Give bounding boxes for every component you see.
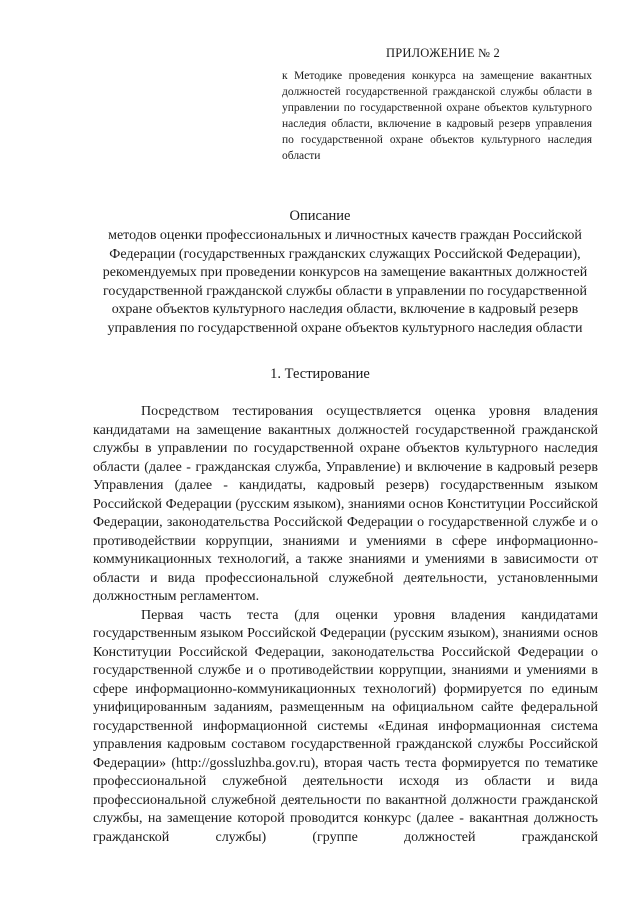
body-paragraph: Посредством тестирования осуществляется оценка уровня владения кандидатами на замещение вакантных должностей государственной гражданской службы в управлении по государственной охране объектов культурного наследия области (далее - гражданская служба, Управление) и включение в кадровый резерв Управления (далее - кандидаты, кадровый резерв) государственным языком Российской Федерации (русским языком), знаниями основ Конституции Российской Федерации, законодательства Российской Федерации о государственной службе и о противодействии коррупции, знаниями и умениями в сфере информационно-коммуникационных технологий, а также знаниями и умениями в зависимости от области и вида профессиональной служебной деятельности, установленными должностным регламентом. (93, 404, 598, 604)
appendix-title: ПРИЛОЖЕНИЕ № 2 (386, 46, 500, 60)
body-paragraph: Первая часть теста (для оценки уровня владения кандидатами государственным языком Российской Федерации (русским языком), знаниями основ Конституции Российской Федерации, законодательства Российской Федерации о государственной службе и о противодействии коррупции, знаниями и умениями в сфере информационно-коммуникационных технологий) формируется по единым унифицированным заданиям, размещенным на официальном сайте федеральной государственной информационной системы «Единая информационная система управления кадровым составом государственной гражданской службы Российской Федерации» (http://gossluzhba.gov.ru), вторая часть теста формируется по тематике профессиональной служебной деятельности исходя из области и вида профессиональной служебной деятельности по вакантной должности гражданской службы, на замещение которой проводится конкурс (далее - вакантная должность гражданской службы) (группе должностей гражданской (93, 607, 598, 845)
description-subtitle: методов оценки профессиональных и личностных качеств граждан Российской Федерации (государственных гражданских служащих Российской Федерации), рекомендуемых при проведении конкурсов на замещение вакантных должностей государственной гражданской службы области в управлении по государственной охране объектов культурного наследия области, включение в кадровый резерв управления по государственной охране объектов культурного наследия области (102, 228, 588, 336)
description-heading: Описание (289, 208, 351, 224)
section-heading: 1. Тестирование (270, 366, 370, 382)
section-body (93, 403, 598, 847)
appendix-note: к Методике проведения конкурса на замещение вакантных должностей государственной гражданской службы области в управлении по государственной охране объектов культурного наследия области, включение в кадровый резерв управления по государственной охране объектов культурного наследия области (282, 70, 592, 162)
